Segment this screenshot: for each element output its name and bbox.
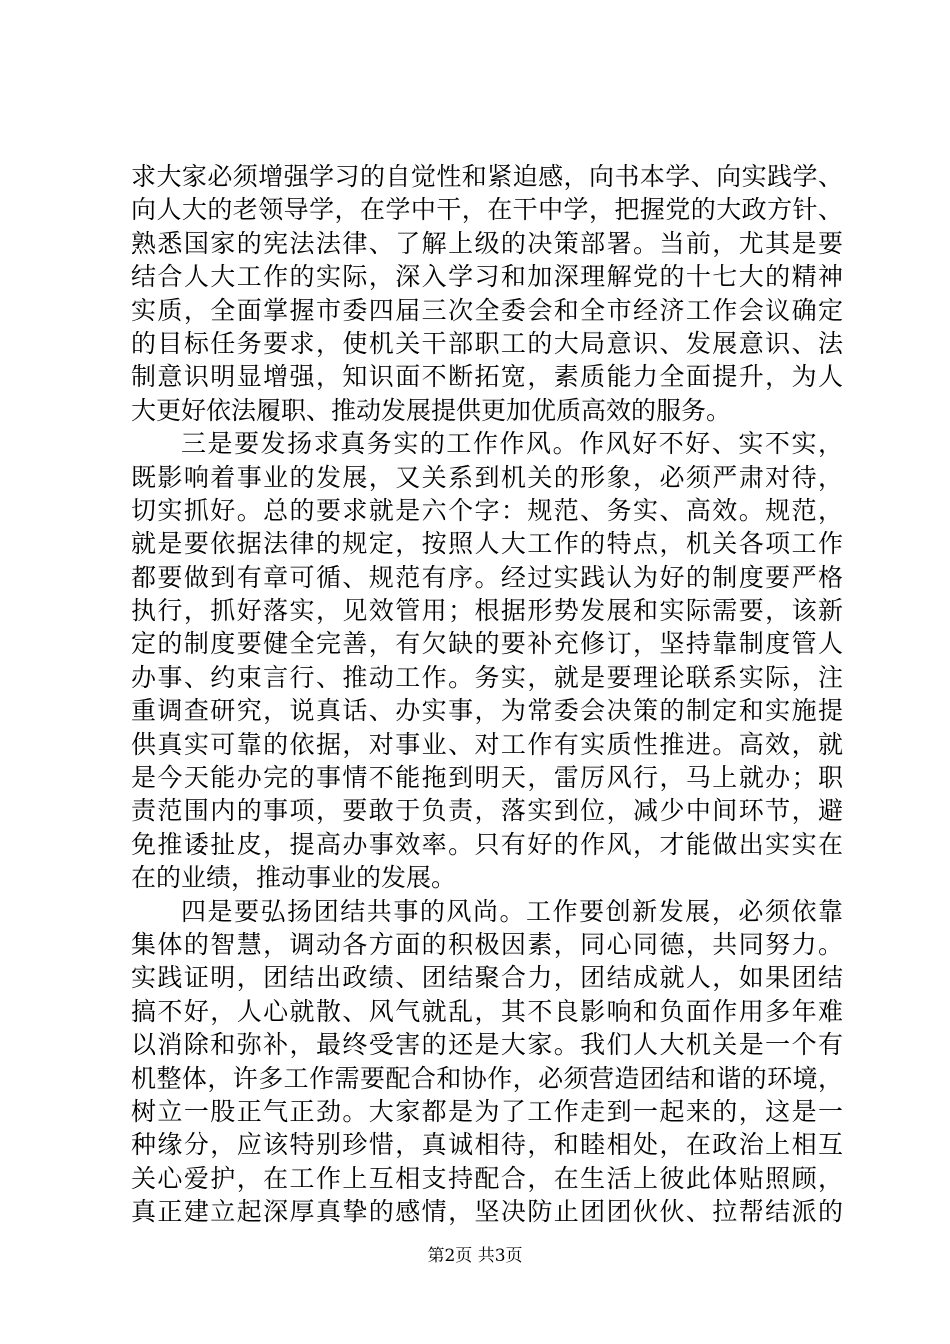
text-line: 供真实可靠的依据，对事业、对工作有实质性推进。高效，就 [131,729,843,759]
text-line: 三是要发扬求真务实的工作作风。作风好不好、实不实， [181,429,843,459]
text-line: 搞不好，人心就散、风气就乱，其不良影响和负面作用多年难 [131,996,843,1026]
text-line: 集体的智慧，调动各方面的积极因素，同心同德，共同努力。 [131,929,843,959]
text-line: 真正建立起深厚真挚的感情，坚决防止团团伙伙、拉帮结派的 [131,1197,843,1227]
text-line: 制意识明显增强，知识面不断拓宽，素质能力全面提升，为人 [131,362,843,392]
page-footer: 第2页 共3页 [427,1246,523,1266]
text-line: 重调查研究，说真话、办实事，为常委会决策的制定和实施提 [131,696,843,726]
text-line: 熟悉国家的宪法法律、了解上级的决策部署。当前，尤其是要 [131,228,843,258]
text-line: 的目标任务要求，使机关干部职工的大局意识、发展意识、法 [131,328,843,358]
text-line: 以消除和弥补，最终受害的还是大家。我们人大机关是一个有 [131,1030,843,1060]
text-line: 实践证明，团结出政绩、团结聚合力，团结成就人，如果团结 [131,963,843,993]
text-line: 结合人大工作的实际，深入学习和加深理解党的十七大的精神 [131,262,843,292]
text-line: 求大家必须增强学习的自觉性和紧迫感，向书本学、向实践学、 [131,162,843,191]
text-line: 机整体，许多工作需要配合和协作，必须营造团结和谐的环境， [131,1063,843,1093]
text-line: 是今天能办完的事情不能拖到明天，雷厉风行，马上就办；职 [131,763,843,793]
text-line: 就是要依据法律的规定，按照人大工作的特点，机关各项工作 [131,529,843,559]
text-line: 执行，抓好落实，见效管用；根据形势发展和实际需要，该新 [131,596,843,626]
text-line: 实质，全面掌握市委四届三次全委会和全市经济工作会议确定 [131,295,843,325]
text-line: 向人大的老领导学，在学中干，在干中学，把握党的大政方针、 [131,195,843,225]
text-line: 树立一股正气正劲。大家都是为了工作走到一起来的，这是一 [131,1096,843,1126]
text-line: 都要做到有章可循、规范有序。经过实践认为好的制度要严格 [131,562,843,592]
text-line: 四是要弘扬团结共事的风尚。工作要创新发展，必须依靠 [181,896,843,926]
text-line: 关心爱护，在工作上互相支持配合，在生活上彼此体贴照顾， [131,1163,843,1193]
text-line: 大更好依法履职、推动发展提供更加优质高效的服务。 [131,395,732,425]
text-line: 责范围内的事项，要敢于负责，落实到位，减少中间环节，避 [131,796,843,826]
text-line: 种缘分，应该特别珍惜，真诚相待，和睦相处，在政治上相互 [131,1130,843,1160]
text-line: 免推诿扯皮，提高办事效率。只有好的作风，才能做出实实在 [131,829,843,859]
body-text [131,160,843,1229]
text-line: 办事、约束言行、推动工作。务实，就是要理论联系实际，注 [131,662,843,692]
text-line: 在的业绩，推动事业的发展。 [131,863,457,893]
text-line: 既影响着事业的发展，又关系到机关的形象，必须严肃对待， [131,462,843,492]
text-line: 定的制度要健全完善，有欠缺的要补充修订，坚持靠制度管人 [131,629,843,659]
text-line: 切实抓好。总的要求就是六个字：规范、务实、高效。规范， [131,495,843,525]
